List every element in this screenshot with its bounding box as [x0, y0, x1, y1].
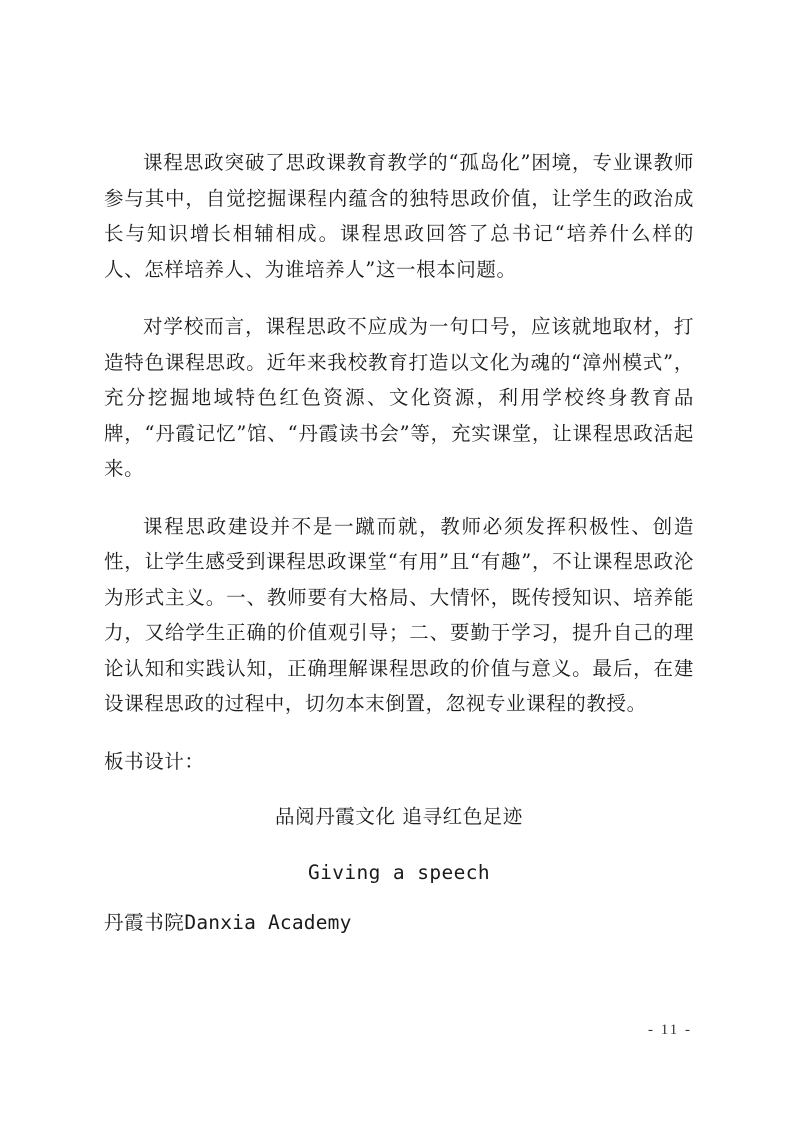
academy-en: Danxia Academy — [184, 911, 352, 934]
academy-line — [104, 905, 694, 941]
blackboard-label: 板书设计： — [104, 749, 205, 773]
academy-cn: 丹霞书院 — [104, 911, 185, 934]
blackboard-subtitle: Giving a speech — [307, 860, 491, 884]
paragraph-1: 课程思政突破了思政课教育教学的“孤岛化”困境，专业课教师参与其中，自觉挖掘课程内蕴含的独特思政价值，让学生的政治成长与知识增长相辅相成。课程思政回答了总书记“培养什么样的人、怎样培养人、为谁培养人”这一根本问题。 — [104, 151, 694, 281]
paragraph-2: 对学校而言，课程思政不应成为一句口号，应该就地取材，打造特色课程思政。近年来我校教育打造以文化为魂的“漳州模式”，充分挖掘地域特色红色资源、文化资源，利用学校终身教育品牌，“丹霞记忆”馆、“丹霞读书会”等，充实课堂，让课程思政活起来。 — [104, 315, 694, 480]
page-number: - 11 - — [648, 1022, 692, 1038]
paragraph-3: 课程思政建设并不是一蹴而就，教师必须发挥积极性、创造性，让学生感受到课程思政课堂“有用”且“有趣”，不让课程思政沦为形式主义。一、教师要有大格局、大情怀，既传授知识、培养能力，又给学生正确的价值观引导；二、要勤于学习，提升自己的理论认知和实践认知，正确理解课程思政的价值与意义。最后，在建设课程思政的过程中，切勿本末倒置，忽视专业课程的教授。 — [104, 514, 694, 715]
blackboard-title: 品阅丹霞文化 追寻红色足迹 — [275, 805, 523, 828]
document-body — [104, 145, 694, 960]
